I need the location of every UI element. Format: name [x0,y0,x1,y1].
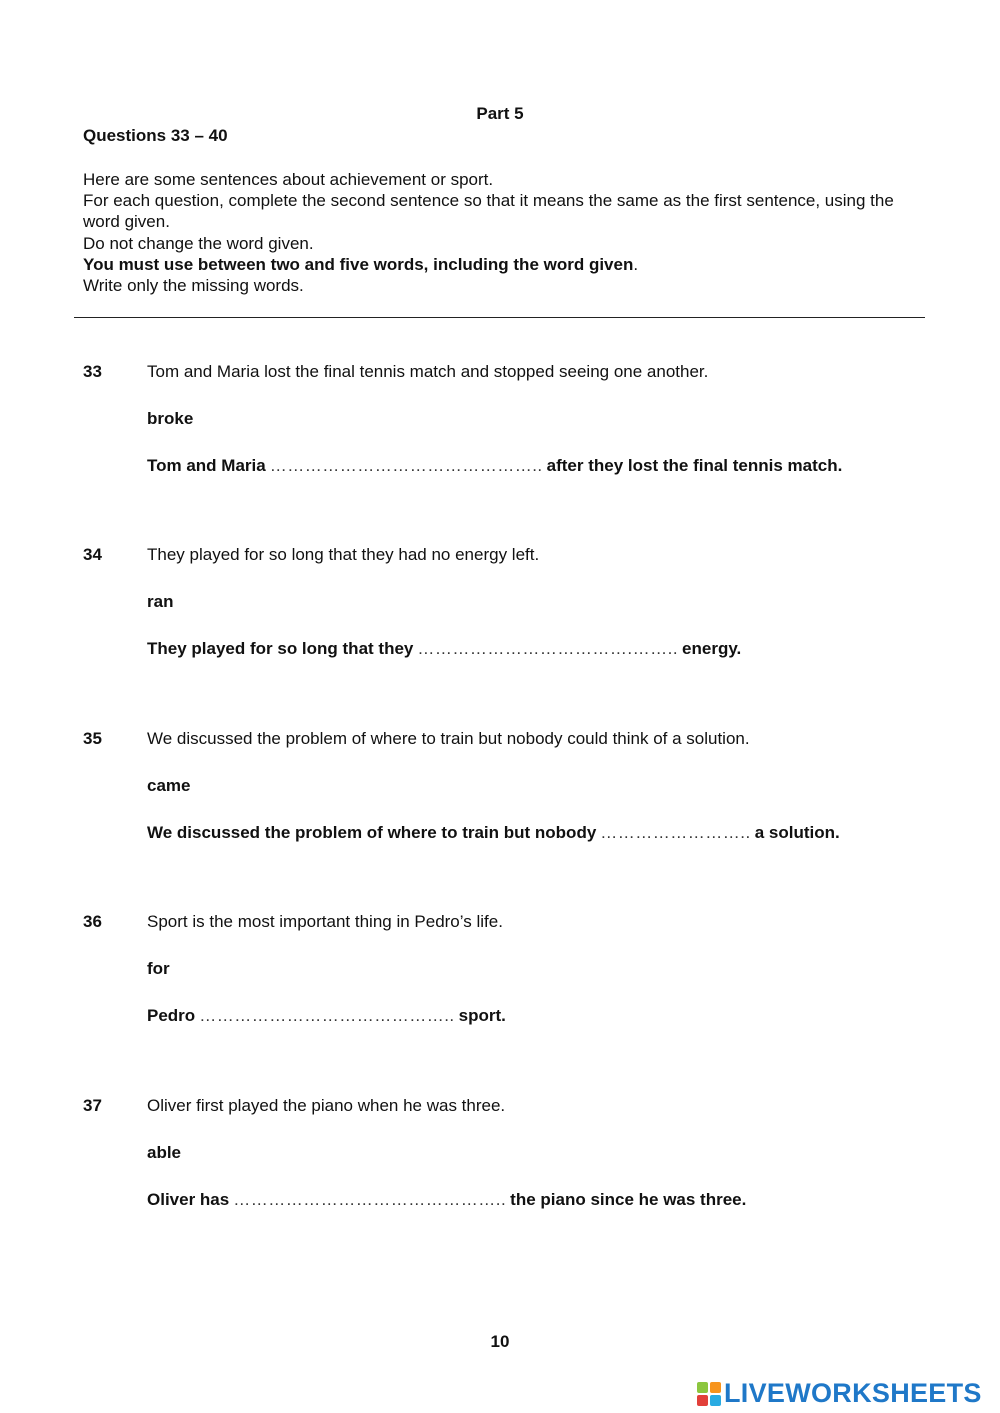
answer-start: We discussed the problem of where to train but nobody [147,823,597,842]
key-word: able [147,1143,182,1162]
instructions [83,169,903,296]
answer-sentence [147,639,741,659]
key-word: broke [147,409,194,428]
answer-end: sport. [458,1006,506,1025]
answer-end: the piano since he was three. [510,1190,747,1209]
instruction-line-2: For each question, complete the second sentence so that it means the same as the first sentence, using the word given. [83,191,894,232]
key-word: ran [147,592,174,611]
answer-start: Pedro [147,1006,196,1025]
question-sentence: Sport is the most important thing in Pedro’s life. [147,912,503,931]
question-sentence: Oliver first played the piano when he was three. [147,1096,506,1115]
logo-square-red [697,1395,708,1406]
instruction-rule-bold: You must use between two and five words, including the word given [83,254,634,274]
question-number: 37 [83,1096,102,1115]
answer-sentence [147,456,842,476]
logo-square-orange [710,1382,721,1393]
answer-sentence [147,1190,746,1210]
question-number: 36 [83,912,102,931]
instruction-line-5: Write only the missing words. [83,276,304,296]
logo-square-lightblue [710,1395,721,1406]
question-sentence: We discussed the problem of where to train but nobody could think of a solution. [147,729,750,748]
page-number: 10 [490,1332,510,1351]
instruction-line-1: Here are some sentences about achievement or sport. [83,170,494,189]
part-title: Part 5 [476,104,524,123]
answer-end: after they lost the final tennis match. [546,456,843,475]
instruction-line-4 [83,254,903,275]
answer-start: Oliver has [147,1190,230,1209]
instruction-rule-period: . [633,254,639,274]
logo-text: LIVEWORKSHEETS [724,1378,982,1408]
instruction-line-3: Do not change the word given. [83,233,314,253]
answer-blank[interactable]: …………………….. [600,823,751,842]
question-number: 34 [83,545,102,564]
answer-blank[interactable]: …………………………………….. [199,1006,455,1025]
question-number: 35 [83,729,102,748]
question-sentence: They played for so long that they had no energy left. [147,545,540,564]
answer-sentence [147,823,840,843]
logo-square-green [697,1382,708,1393]
answer-blank[interactable]: ……………………………….…….. [417,639,679,658]
answer-blank[interactable]: ……………………………………….. [269,456,543,475]
answer-start: Tom and Maria [147,456,266,475]
logo-grid-icon [697,1382,721,1406]
questions-range: Questions 33 – 40 [83,126,228,145]
liveworksheets-logo[interactable] [697,1378,982,1409]
answer-end: a solution. [754,823,840,842]
answer-sentence [147,1006,506,1026]
question-sentence: Tom and Maria lost the final tennis match and stopped seeing one another. [147,362,709,381]
divider [74,317,925,318]
key-word: for [147,959,170,978]
answer-end: energy. [682,639,742,658]
answer-blank[interactable]: ……………………………………….. [233,1190,507,1209]
answer-start: They played for so long that they [147,639,414,658]
key-word: came [147,776,191,795]
question-number: 33 [83,362,102,381]
